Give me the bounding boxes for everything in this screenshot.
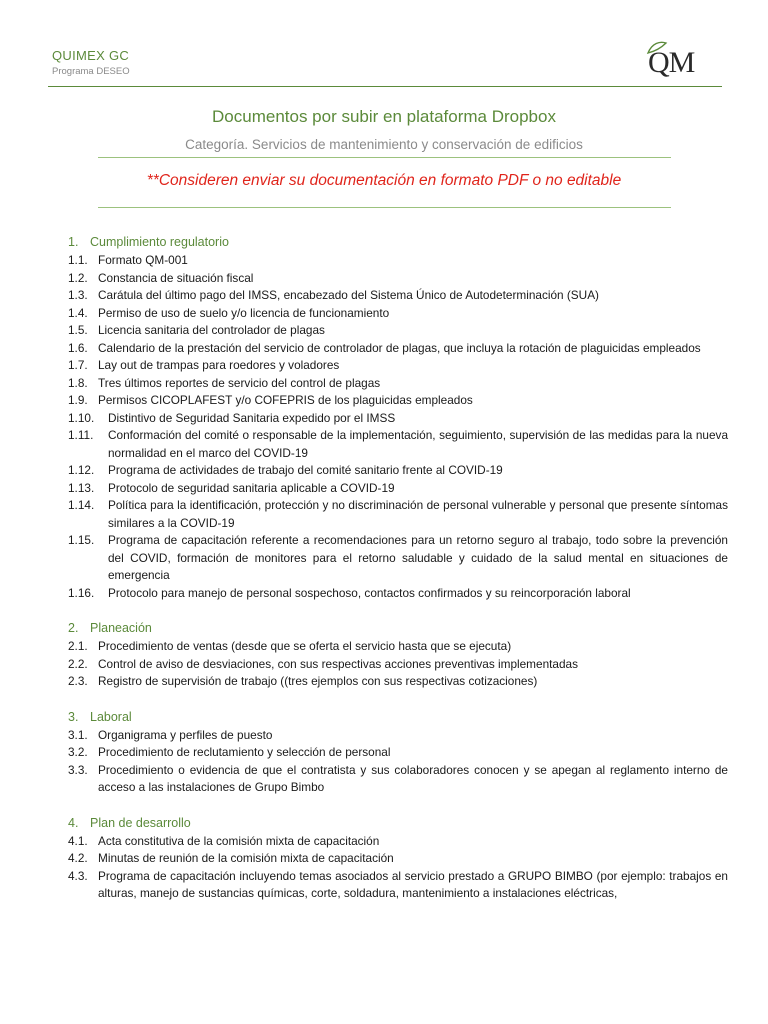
leaf-icon bbox=[646, 41, 668, 55]
item-number: 1.3. bbox=[68, 288, 88, 302]
item-number: 1.14. bbox=[68, 498, 95, 512]
item-number: 1.12. bbox=[68, 463, 95, 477]
list-item bbox=[68, 762, 728, 797]
section-title: Cumplimiento regulatorio bbox=[90, 235, 229, 249]
item-text: Formato QM-001 bbox=[98, 253, 188, 267]
item-number: 4.1. bbox=[68, 833, 88, 848]
item-number: 2.1. bbox=[68, 639, 88, 653]
item-number: 3.3. bbox=[68, 762, 88, 777]
section-number: 4. bbox=[68, 815, 79, 830]
item-number: 1.1. bbox=[68, 253, 88, 267]
item-text: Conformación del comité o responsable de la implementación, seguimiento, supervisión de las medidas para la nueva normalidad en el marco del COVID-19 bbox=[108, 428, 728, 460]
item-number: 1.7. bbox=[68, 358, 88, 372]
section-gap bbox=[68, 691, 728, 709]
item-text: Procedimiento o evidencia de que el contratista y sus colaboradores conocen y se apegan al reglamento interno de acceso a las instalaciones de Grupo Bimbo bbox=[98, 762, 728, 794]
item-number: 2.2. bbox=[68, 656, 88, 671]
item-number: 3.1. bbox=[68, 727, 88, 742]
document-section bbox=[68, 234, 728, 602]
item-number: 1.13. bbox=[68, 480, 95, 495]
list-item bbox=[68, 375, 728, 393]
item-text: Programa de capacitación referente a recomendaciones para un retorno seguro al trabajo, todo sobre la prevención del COVID, formación de monitores para el retorno saludable y cuidado de la salud mental en situaciones de emergencia bbox=[108, 533, 728, 582]
section-heading bbox=[68, 709, 728, 725]
subtitle-divider bbox=[98, 157, 671, 158]
section-gap bbox=[68, 797, 728, 815]
item-number: 4.2. bbox=[68, 851, 88, 865]
list-item bbox=[68, 427, 728, 462]
company-name: QUIMEX GC bbox=[52, 48, 130, 63]
list-item bbox=[68, 868, 728, 903]
company-logo bbox=[648, 46, 694, 80]
list-item bbox=[68, 833, 728, 851]
list-item bbox=[68, 357, 728, 375]
item-number: 3.2. bbox=[68, 745, 88, 759]
list-item bbox=[68, 497, 728, 532]
item-text: Organigrama y perfiles de puesto bbox=[98, 727, 273, 742]
list-item bbox=[68, 322, 728, 340]
document-section bbox=[68, 620, 728, 691]
document-section bbox=[68, 815, 728, 903]
item-number: 1.11. bbox=[68, 428, 94, 442]
section-title: Laboral bbox=[90, 709, 132, 724]
section-gap bbox=[68, 602, 728, 620]
item-text: Calendario de la prestación del servicio de controlador de plagas, que incluya la rotación de plaguicidas empleados bbox=[98, 340, 701, 355]
item-number: 1.16. bbox=[68, 585, 95, 600]
item-text: Procedimiento de reclutamiento y selección de personal bbox=[98, 745, 391, 759]
item-text: Licencia sanitaria del controlador de plagas bbox=[98, 323, 325, 337]
section-heading bbox=[68, 620, 728, 636]
list-item bbox=[68, 744, 728, 762]
item-text: Registro de supervisión de trabajo ((tres ejemplos con sus respectivas cotizaciones) bbox=[98, 674, 538, 688]
section-number: 2. bbox=[68, 621, 79, 635]
item-text: Distintivo de Seguridad Sanitaria expedido por el IMSS bbox=[108, 410, 396, 425]
item-number: 1.8. bbox=[68, 375, 88, 390]
list-item bbox=[68, 673, 728, 691]
item-number: 2.3. bbox=[68, 674, 88, 688]
list-item bbox=[68, 850, 728, 868]
list-item bbox=[68, 585, 728, 603]
item-text: Política para la identificación, protección y no discriminación de personal vulnerable y personal que presente síntomas similares a la COVID-19 bbox=[108, 498, 728, 530]
list-item bbox=[68, 656, 728, 674]
notice-divider bbox=[98, 207, 671, 208]
item-text: Programa de actividades de trabajo del comité sanitario frente al COVID-19 bbox=[108, 463, 503, 477]
item-text: Control de aviso de desviaciones, con sus respectivas acciones preventivas implementadas bbox=[98, 656, 578, 671]
item-number: 1.6. bbox=[68, 340, 88, 355]
list-item bbox=[68, 287, 728, 305]
document-body bbox=[68, 234, 728, 903]
list-item bbox=[68, 532, 728, 585]
program-name: Programa DESEO bbox=[52, 66, 130, 77]
pdf-notice: **Consideren enviar su documentación en formato PDF o no editable bbox=[146, 172, 622, 189]
item-text: Constancia de situación fiscal bbox=[98, 270, 254, 285]
list-item bbox=[68, 480, 728, 498]
list-item bbox=[68, 638, 728, 656]
item-text: Procedimiento de ventas (desde que se oferta el servicio hasta que se ejecuta) bbox=[98, 639, 512, 653]
section-heading bbox=[68, 815, 728, 831]
section-number: 3. bbox=[68, 709, 79, 724]
document-subtitle: Categoría. Servicios de mantenimiento y conservación de edificios bbox=[185, 137, 583, 152]
item-text: Permisos CICOPLAFEST y/o COFEPRIS de los plaguicidas empleados bbox=[98, 393, 473, 407]
item-text: Permiso de uso de suelo y/o licencia de funcionamiento bbox=[98, 305, 390, 320]
item-text: Protocolo para manejo de personal sospechoso, contactos confirmados y su reincorporación laboral bbox=[108, 585, 631, 600]
item-number: 1.4. bbox=[68, 305, 88, 320]
item-text: Tres últimos reportes de servicio del control de plagas bbox=[98, 375, 381, 390]
logo-text: QM bbox=[648, 46, 695, 79]
item-number: 1.9. bbox=[68, 393, 88, 407]
document-title: Documentos por subir en plataforma Dropbox bbox=[212, 107, 556, 126]
item-text: Programa de capacitación incluyendo temas asociados al servicio prestado a GRUPO BIMBO (por ejemplo: trabajos en alturas, manejo de sustancias químicas, corte, soldadura, mantenimiento a instalaciones eléctricas, bbox=[98, 868, 728, 900]
list-item bbox=[68, 462, 728, 480]
list-item bbox=[68, 727, 728, 745]
item-number: 1.10. bbox=[68, 410, 95, 425]
item-number: 1.15. bbox=[68, 533, 95, 547]
item-number: 1.5. bbox=[68, 323, 88, 337]
item-text: Minutas de reunión de la comisión mixta de capacitación bbox=[98, 851, 394, 865]
document-section bbox=[68, 709, 728, 797]
item-number: 1.2. bbox=[68, 270, 88, 285]
list-item bbox=[68, 340, 728, 358]
list-item bbox=[68, 252, 728, 270]
item-number: 4.3. bbox=[68, 868, 88, 883]
list-item bbox=[68, 410, 728, 428]
list-item bbox=[68, 270, 728, 288]
item-text: Acta constitutiva de la comisión mixta de capacitación bbox=[98, 833, 380, 848]
header-divider bbox=[48, 86, 722, 87]
item-text: Carátula del último pago del IMSS, encabezado del Sistema Único de Autodeterminación (SUA) bbox=[98, 288, 599, 302]
section-heading bbox=[68, 234, 728, 250]
section-number: 1. bbox=[68, 235, 79, 249]
item-text: Protocolo de seguridad sanitaria aplicable a COVID-19 bbox=[108, 480, 395, 495]
section-title: Plan de desarrollo bbox=[90, 815, 191, 830]
section-title: Planeación bbox=[90, 621, 152, 635]
list-item bbox=[68, 392, 728, 410]
list-item bbox=[68, 305, 728, 323]
item-text: Lay out de trampas para roedores y voladores bbox=[98, 358, 340, 372]
